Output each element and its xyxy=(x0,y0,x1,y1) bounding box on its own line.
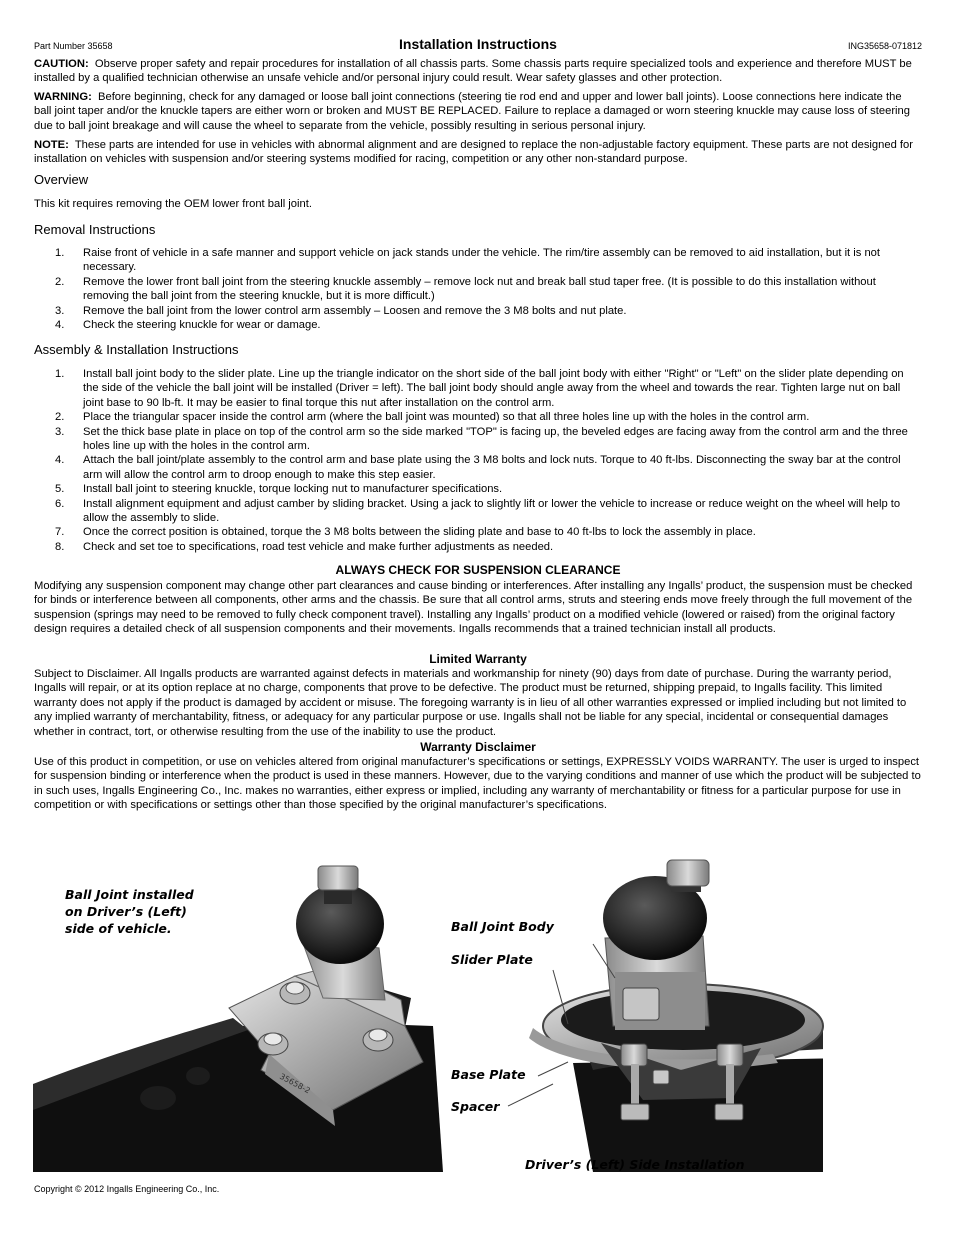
page-title: Installation Instructions xyxy=(399,36,557,52)
left-photo-caption: Ball Joint installed on Driver’s (Left) side of vehicle. xyxy=(65,887,194,936)
assembly-step xyxy=(34,453,922,482)
part-number: Part Number 35658 xyxy=(34,41,113,51)
note-paragraph xyxy=(34,138,922,167)
warranty-text: Subject to Disclaimer. All Ingalls products are warranted against defects in materials and workmanship for ninety (90) days from date of purchase. During the warranty period, Ingalls will repair, or at its option replace at no charge, components that prove to be defective. The product must be returned, shipping prepaid, to Ingalls facility. This limited warranty does not apply if the product is damaged by accident or misuse. The foregoing warranty is in lieu of all other warranties expressed or implied including but not limited to any implied warranty of merchantability, fitness, or adequacy for any particular purpose or use. Ingalls shall not be liable for any special, incidental or consequential damages whether in contract, tort, or otherwise resulting from the use of the inability to use the product. xyxy=(34,668,907,738)
document-code: ING35658-071812 xyxy=(847,41,922,51)
warning-label: WARNING: xyxy=(34,91,92,103)
step-text: Raise front of vehicle in a safe manner and support vehicle on jack stands under the vehicle. The rim/tire assembly can be removed to aid installation, but it is not necessary. xyxy=(83,247,881,274)
step-text: Attach the ball joint/plate assembly to the control arm and base plate using the 3 M8 bolts and lock nuts. Torque to 40 ft-lbs. Disconnecting the sway bar at the control arm will allow the control arm to droop enough to make this step easier. xyxy=(83,454,901,481)
removal-step xyxy=(34,275,922,304)
removal-step xyxy=(34,304,922,318)
label-base-plate: Base Plate xyxy=(451,1067,526,1082)
caution-text: Observe proper safety and repair procedures for installation of all chassis parts. Some chassis parts require specialized tools and experience and therefore MUST be installed by a qualified technician otherwise an unsafe vehicle and/or personal injury could result. Wear safety glasses and other protection. xyxy=(34,58,912,85)
removal-step xyxy=(34,318,922,332)
assembly-steps xyxy=(34,367,922,554)
warning-text: Before beginning, check for any damaged or loose ball joint connections (steering tie rod end and upper and lower ball joints). Loose connections here indicate the ball joint taper and/or the knuckle tapers are either worn or broken and MUST BE REPLACED. Failure to replace a damaged or worn steering knuckle may cause loss of steering due to ball joint breakage and will cause the wheel to separate from the vehicle, possibly resulting in serious personal injury. xyxy=(34,91,910,132)
step-number: 5. xyxy=(55,483,65,496)
step-number: 1. xyxy=(55,247,65,259)
assembly-step xyxy=(34,367,922,410)
removal-step xyxy=(34,246,922,275)
warranty-heading: Limited Warranty xyxy=(429,652,527,666)
step-number: 2. xyxy=(55,275,65,288)
step-number: 7. xyxy=(55,526,65,539)
disclaimer-heading: Warranty Disclaimer xyxy=(420,740,536,754)
installation-photos xyxy=(33,848,849,1172)
assembly-step xyxy=(34,540,922,554)
step-text: Check the steering knuckle for wear or damage. xyxy=(83,319,321,332)
step-text: Check and set toe to specifications, road test vehicle and make further adjustments as needed. xyxy=(83,540,554,553)
step-text: Install ball joint to steering knuckle, torque locking nut to manufacturer specifications. xyxy=(83,483,503,496)
step-text: Set the thick base plate in place on top of the control arm so the side marked "TOP" is facing up, the beveled edges are facing away from the control arm and the three holes line up with the holes in the control arm. xyxy=(83,425,908,453)
step-text: Install alignment equipment and adjust camber by sliding bracket. Using a jack to slightly lift or lower the vehicle to increase or reduce weight on the wheel will help to allow the assembly to slide. xyxy=(83,497,901,525)
assembly-step xyxy=(34,497,922,526)
caution-paragraph xyxy=(34,57,922,86)
warning-paragraph xyxy=(34,90,922,133)
label-slider-plate: Slider Plate xyxy=(451,952,533,967)
overview-text: This kit requires removing the OEM lower front ball joint. xyxy=(34,198,312,210)
copyright: Copyright © 2012 Ingalls Engineering Co., Inc. xyxy=(34,1184,220,1194)
overview-heading: Overview xyxy=(34,172,89,187)
label-ball-joint-body: Ball Joint Body xyxy=(451,919,554,934)
caution-label: CAUTION: xyxy=(34,58,89,70)
step-text: Place the triangular spacer inside the control arm (where the ball joint was mounted) so that all three holes line up with the holes in the control arm. xyxy=(83,411,810,424)
assembly-step xyxy=(34,482,922,496)
step-number: 8. xyxy=(55,540,65,553)
assembly-step xyxy=(34,525,922,539)
label-spacer: Spacer xyxy=(451,1099,500,1114)
removal-heading: Removal Instructions xyxy=(34,222,156,237)
document-header xyxy=(34,36,922,56)
step-number: 4. xyxy=(55,319,65,332)
step-text: Remove the ball joint from the lower control arm assembly – Loosen and remove the 3 M8 bolts and nut plate. xyxy=(83,304,627,317)
assembly-heading: Assembly & Installation Instructions xyxy=(34,342,239,357)
plate-stamp: 35658-2 xyxy=(278,1071,312,1096)
step-text: Remove the lower front ball joint from the steering knuckle assembly – remove lock nut and break ball stud taper free. (It is possible to do this installation without removing the ball joint from the steering knuckle, but it is more difficult.) xyxy=(83,275,876,303)
bottom-photo-caption: Driver’s (Left) Side Installation xyxy=(525,1157,745,1172)
step-number: 3. xyxy=(55,304,65,317)
clearance-heading: ALWAYS CHECK FOR SUSPENSION CLEARANCE xyxy=(335,563,621,577)
step-number: 6. xyxy=(55,497,65,510)
removal-steps xyxy=(34,246,922,332)
step-number: 1. xyxy=(55,368,65,380)
step-text: Once the correct position is obtained, torque the 3 M8 bolts between the sliding plate and base to 40 ft-lbs to lock the assembly in place. xyxy=(83,526,756,539)
assembly-step xyxy=(34,425,922,454)
step-number: 2. xyxy=(55,411,65,424)
disclaimer-text: Use of this product in competition, or use on vehicles altered from original manufacturer’s specifications or settings, EXPRESSLY VOIDS WARRANTY. The user is urged to inspect for suspension binding or interference when the product is used in these manners. However, due to the varying conditions and manner of use which the product will be subjected to in such uses, Ingalls Engineering Co., Inc. makes no warranties, either express or implied, including any warranty of merchantability or fitness for a particular purpose for use in competition or with specifications or settings other than those specified by the original manufacturer’s specifications. xyxy=(34,756,921,812)
note-label: NOTE: xyxy=(34,139,69,151)
note-text: These parts are intended for use in vehicles with abnormal alignment and are designed to replace the non-adjustable factory equipment. These parts are not designed for installation on vehicles with suspension and/or steering systems modified for racing, competition or any other non-standard purpose. xyxy=(34,139,913,166)
right-photo xyxy=(508,848,849,1172)
step-number: 4. xyxy=(55,454,65,467)
step-text: Install ball joint body to the slider plate. Line up the triangle indicator on the short side of the ball joint body with either "Right" or "Left" on the slider plate depending on the side of the vehicle the ball joint will be installed (Driver = left). The ball joint body should angle away from the wheel and towards the rear. Tighten large nut on ball joint base to 90 lb-ft. It may be easier to final torque this nut after installation on the control arm. xyxy=(83,368,904,409)
assembly-step xyxy=(34,410,922,424)
step-number: 3. xyxy=(55,425,65,438)
clearance-text: Modifying any suspension component may change other part clearances and cause binding or interferences. After installing any Ingalls’ product, the suspension must be checked for binds or interference between all components, other arms and the chassis. Be sure that all control arms, struts and steering ends move freely through the full movement of the suspension (springs may need to be removed to fully check component travel). Installing any Ingalls’ product on a modified vehicle (lowered or raised) from the original factory design requires a detailed check of all suspension components and their movements. Ingalls recommends that a trained technician install all products. xyxy=(34,580,913,636)
